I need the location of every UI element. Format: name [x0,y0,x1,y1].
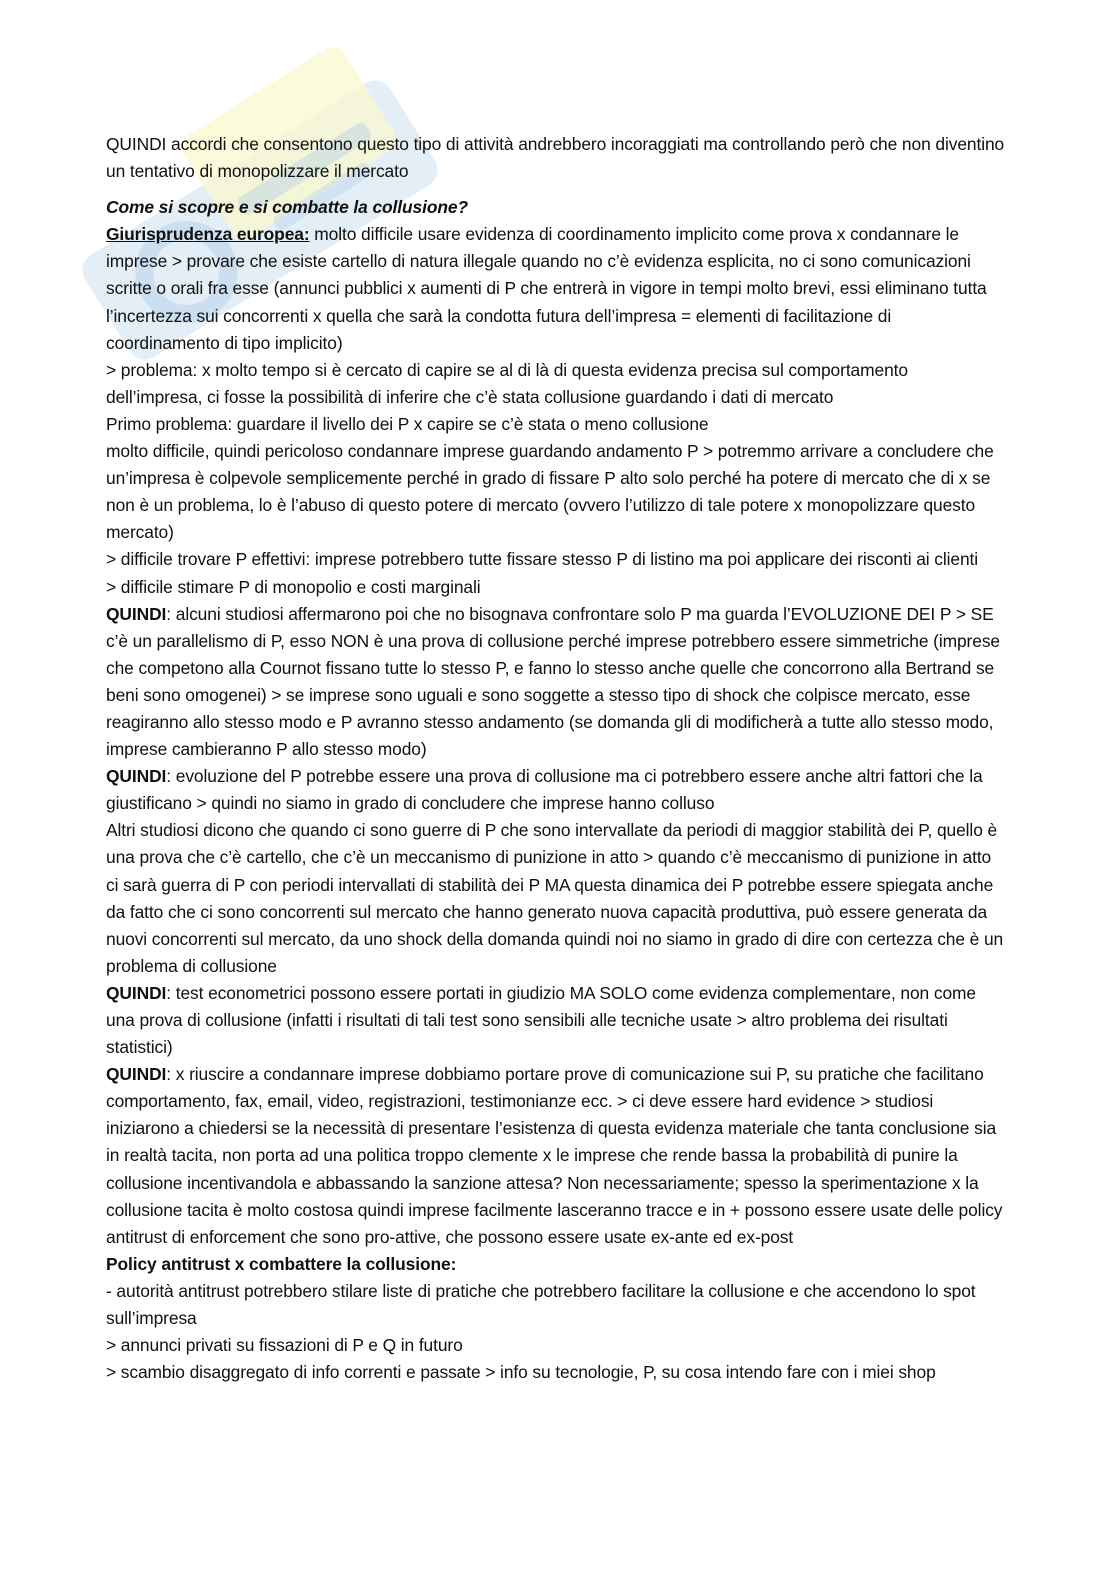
list-item-autorita: - autorità antitrust potrebbero stilare liste di pratiche che potrebbero facilitare la collusione e che accendono lo spot sull’impresa [106,1280,976,1329]
paragraph-quindi-3 [106,980,1006,1061]
quindi-label: QUINDI [106,982,167,1003]
giurisprudenza-label: Giurisprudenza europea: [106,224,310,245]
quindi-2-text: : evoluzione del P potrebbe essere una prova di collusione ma ci potrebbero essere anche altri fattori che la giustificano > quindi no siamo in grado di concludere che imprese hanno colluso [106,766,983,814]
paragraph-molto-difficile: molto difficile, quindi pericoloso condannare imprese guardando andamento P > potremmo arrivare a concludere che un’impresa è colpevole semplicemente perché in grado di fissare P alto solo perché ha potere di mercato che di x se non è un problema, lo è l’abuso di questo potere di mercato (ovvero l’utilizzo di tale potere x monopolizzare questo mercato) [106,441,994,543]
paragraph-quindi-accordi: QUINDI accordi che consentono questo tipo di attività andrebbero incoraggiati ma controllando però che non diventino un tentativo di monopolizzare il mercato [106,134,1005,182]
list-item-annunci-privati: > annunci privati su fissazioni di P e Q in futuro [106,1335,463,1356]
paragraph-problema: > problema: x molto tempo si è cercato di capire se al di là di questa evidenza precisa sul comportamento dell’impresa, ci fosse la possibilità di inferire che c’è stata collusione guardando i dati di mercato [106,359,908,407]
quindi-1-text: : alcuni studiosi affermarono poi che no bisognava confrontare solo P ma guarda l’EVOLUZIONE DEI P > SE c’è un parallelismo di P, esso NON è una prova di collusione perché imprese potrebbero essere simmetriche (imprese che competono alla Cournot fissano tutte lo stesso P, e fanno lo stesso anche quelle che concorrono alla Bertrand se beni sono omogenei) > se imprese sono uguali e sono soggette a stesso tipo di shock che colpisce mercato, esse reagiranno allo stesso modo e P avranno stesso andamento (se domanda gli di modificherà a tutte allo stesso modo, imprese cambieranno P allo stesso modo) [106,603,1000,760]
giurisprudenza-text: molto difficile usare evidenza di coordinamento implicito come prova x condannare le imprese > provare che esiste cartello di natura illegale quando no c’è evidenza esplicita, no ci sono comunicazioni scritte o orali fra esse (annunci pubblici x aumenti di P che entrerà in vigore in tempi molto brevi, essi eliminano tutta l’incertezza sui concorrenti x quella che sarà la condotta futura dell’impresa = elementi di facilitazione di coordinamento di tipo implicito) [106,224,987,353]
quindi-label: QUINDI [106,1064,167,1085]
quindi-label: QUINDI [106,603,167,624]
list-item-scambio-info: > scambio disaggregato di info correnti e passate > info su tecnologie, P, su cosa intendo fare con i miei shop [106,1362,936,1383]
paragraph-difficile-monopolio: > difficile stimare P di monopolio e costi marginali [106,576,481,597]
paragraph-quindi-2 [106,763,1006,817]
paragraph-quindi-1 [106,601,1006,764]
quindi-3-text: : test econometrici possono essere portati in giudizio MA SOLO come evidenza complementare, non come una prova di collusione (infatti i risultati di tali test sono sensibili alle tecniche usate > altro problema dei risultati statistici) [106,982,976,1058]
paragraph-giurisprudenza [106,221,1006,356]
paragraph-quindi-4 [106,1061,1006,1251]
section-heading-collusione: Come si scopre e si combatte la collusione? [106,197,468,218]
document-page [106,131,1006,1386]
paragraph-primo-problema: Primo problema: guardare il livello dei P x capire se c’è stata o meno collusione [106,413,709,434]
paragraph-altri-studiosi: Altri studiosi dicono che quando ci sono guerre di P che sono intervallate da periodi di maggior stabilità dei P, quello è una prova che c’è cartello, che c’è un meccanismo di punizione in atto > quando c’è meccanismo di punizione in atto ci sarà guerra di P con periodi intervallati di stabilità dei P MA questa dinamica dei P potrebbe essere spiegata anche da fatto che ci sono concorrenti sul mercato che hanno generato nuova capacità produttiva, può essere generata da nuovi concorrenti sul mercato, da uno shock della domanda quindi noi no siamo in grado di dire con certezza che è un problema di collusione [106,820,1004,976]
paragraph-difficile-p-effettivi: > difficile trovare P effettivi: imprese potrebbero tutte fissare stesso P di listino ma poi applicare dei risconti ai clienti [106,549,979,570]
quindi-4-text: : x riuscire a condannare imprese dobbiamo portare prove di comunicazione sui P, su pratiche che facilitano comportamento, fax, email, video, registrazioni, testimonianze ecc. > ci deve essere hard evidence > studiosi iniziarono a chiedersi se la necessità di presentare l’esistenza di questa evidenza materiale che tanta conclusione sia in realtà tacita, non porta ad una politica troppo clemente x le imprese che rende bassa la probabilità di punire la collusione incentivandola e abbassando la sanzione attesa? Non necessariamente; spesso la sperimentazione x la collusione tacita è molto costosa quindi imprese facilmente lasceranno tracce e in + possono essere usate delle policy antitrust di enforcement che sono pro-attive, che possono essere usate ex-ante ed ex-post [106,1064,1003,1247]
quindi-label: QUINDI [106,766,167,787]
section-heading-policy-antitrust: Policy antitrust x combattere la collusione: [106,1253,457,1274]
